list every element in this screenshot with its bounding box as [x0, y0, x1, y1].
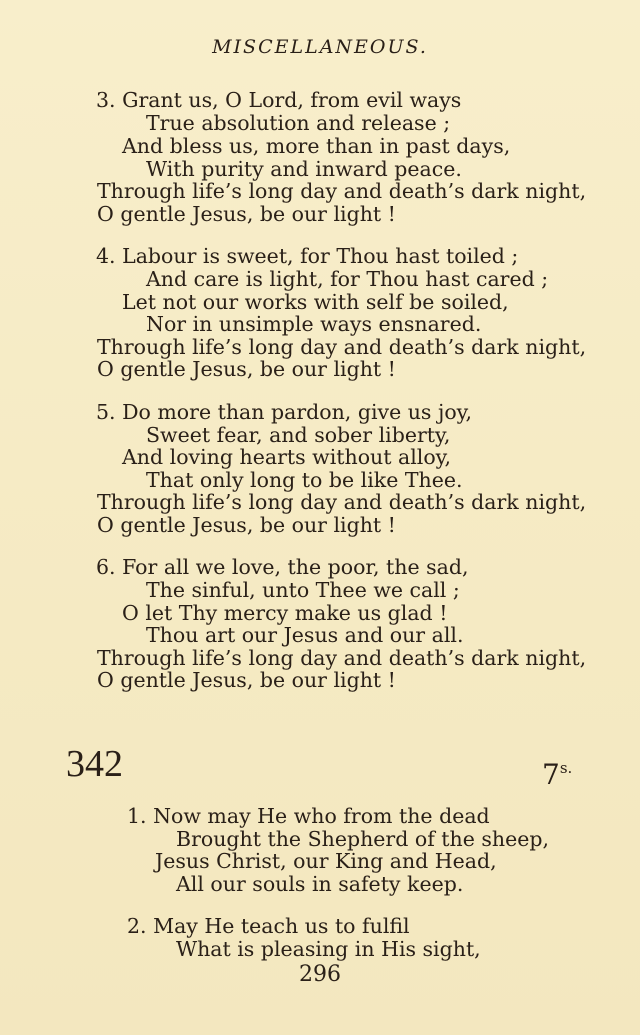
stanza-line: 4. Labour is sweet, for Thou hast toiled ;: [96, 244, 519, 268]
page-number: 296: [299, 962, 341, 987]
stanza-line: 6. For all we love, the poor, the sad,: [96, 555, 469, 579]
stanza-line: The sinful, unto Thee we call ;: [146, 578, 460, 602]
stanza-refrain-line: O gentle Jesus, be our light !: [97, 513, 396, 537]
stanza-line: Let not our works with self be soiled,: [122, 290, 509, 314]
hymn-number: 342: [66, 743, 123, 785]
stanza-line: O let Thy mercy make us glad !: [122, 601, 448, 625]
section-header: MISCELLANEOUS.: [212, 36, 428, 58]
stanza-refrain-line: O gentle Jesus, be our light !: [97, 668, 396, 692]
stanza-refrain-line: Through life’s long day and death’s dark night,: [97, 646, 587, 670]
stanza-line: Jesus Christ, our King and Head,: [155, 849, 497, 873]
stanza-line: What is pleasing in His sight,: [176, 937, 481, 961]
stanza-line: 1. Now may He who from the dead: [127, 804, 490, 828]
stanza-line: All our souls in safety keep.: [176, 872, 464, 896]
hymn-meter: [542, 752, 572, 791]
stanza-line: 3. Grant us, O Lord, from evil ways: [96, 88, 462, 112]
stanza-refrain-line: O gentle Jesus, be our light !: [97, 202, 396, 226]
stanza-line: 5. Do more than pardon, give us joy,: [96, 400, 473, 424]
meter-value: 7: [542, 758, 560, 791]
stanza-refrain-line: Through life’s long day and death’s dark night,: [97, 335, 587, 359]
stanza-line: That only long to be like Thee.: [146, 468, 463, 492]
stanza-refrain-line: Through life’s long day and death’s dark night,: [97, 490, 587, 514]
stanza-line: Thou art our Jesus and our all.: [146, 623, 464, 647]
stanza-line: Brought the Shepherd of the sheep,: [176, 827, 550, 851]
stanza-line: Sweet fear, and sober liberty,: [146, 423, 451, 447]
stanza-refrain-line: O gentle Jesus, be our light !: [97, 357, 396, 381]
stanza-line: And loving hearts without alloy,: [122, 445, 452, 469]
stanza-refrain-line: Through life’s long day and death’s dark night,: [97, 179, 587, 203]
stanza-line: Nor in unsimple ways ensnared.: [146, 312, 482, 336]
stanza-line: With purity and inward peace.: [146, 157, 462, 181]
stanza-line: And care is light, for Thou hast cared ;: [146, 267, 549, 291]
meter-suffix: s.: [559, 759, 573, 777]
stanza-line: 2. May He teach us to fulfil: [127, 914, 410, 938]
stanza-line: And bless us, more than in past days,: [122, 134, 511, 158]
stanza-line: True absolution and release ;: [146, 111, 451, 135]
